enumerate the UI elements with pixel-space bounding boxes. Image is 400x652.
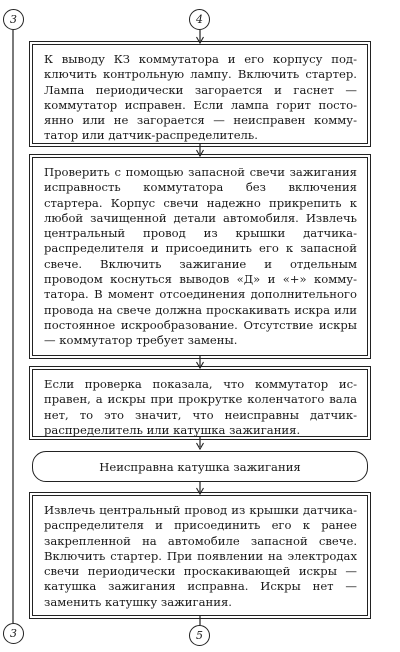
step-check-result-conclusion: Если проверка показала, что коммутатор исправен, а искры при прокрутке коленчатого вала нет, то это значит, что неисправны датчик-распределитель или катушка зажигания. xyxy=(32,369,368,437)
step-connect-test-lamp: К выводу КЗ коммутатора и его корпусу подключить контрольную лампу. Включить стартер. Лампа периодически загорается и гаснет — коммутатор исправен. Если лампа горит постоянно или не загорается — неисправен коммутатор или датчик-распределитель. xyxy=(32,44,368,144)
connector-left-bottom: 3 xyxy=(3,623,24,644)
connector-left-top: 3 xyxy=(3,9,24,30)
terminal-faulty-ignition-coil: Неисправна катушка зажигания xyxy=(32,451,368,482)
connector-center-top: 4 xyxy=(189,9,210,30)
step-check-switch-with-spare-plug: Проверить с помощью запасной свечи зажигания исправность коммутатора без включения стартера. Корпус свечи надежно прикрепить к любой зачищенной детали автомобиля. Извлечь центральный провод из крышки датчика-распределителя и присоединить его к запасной свече. Включить зажигание и отдельным проводом коснуться выводов «Д» и «+» коммутатора. В момент отсоединения дополнительного провода на свече должна проскакивать искра или постоянное искрообразование. Отсутствие искры — коммутатор требует замены. xyxy=(32,157,368,356)
step-check-ignition-coil: Извлечь центральный провод из крышки датчика-распределителя и присоединить его к ранее закрепленной на автомобиле запасной свече. Включить стартер. При появлении на электродах свечи периодически проскакивающей искры — катушка зажигания исправна. Искры нет — заменить катушку зажигания. xyxy=(32,495,368,616)
connector-center-bottom: 5 xyxy=(189,625,210,646)
